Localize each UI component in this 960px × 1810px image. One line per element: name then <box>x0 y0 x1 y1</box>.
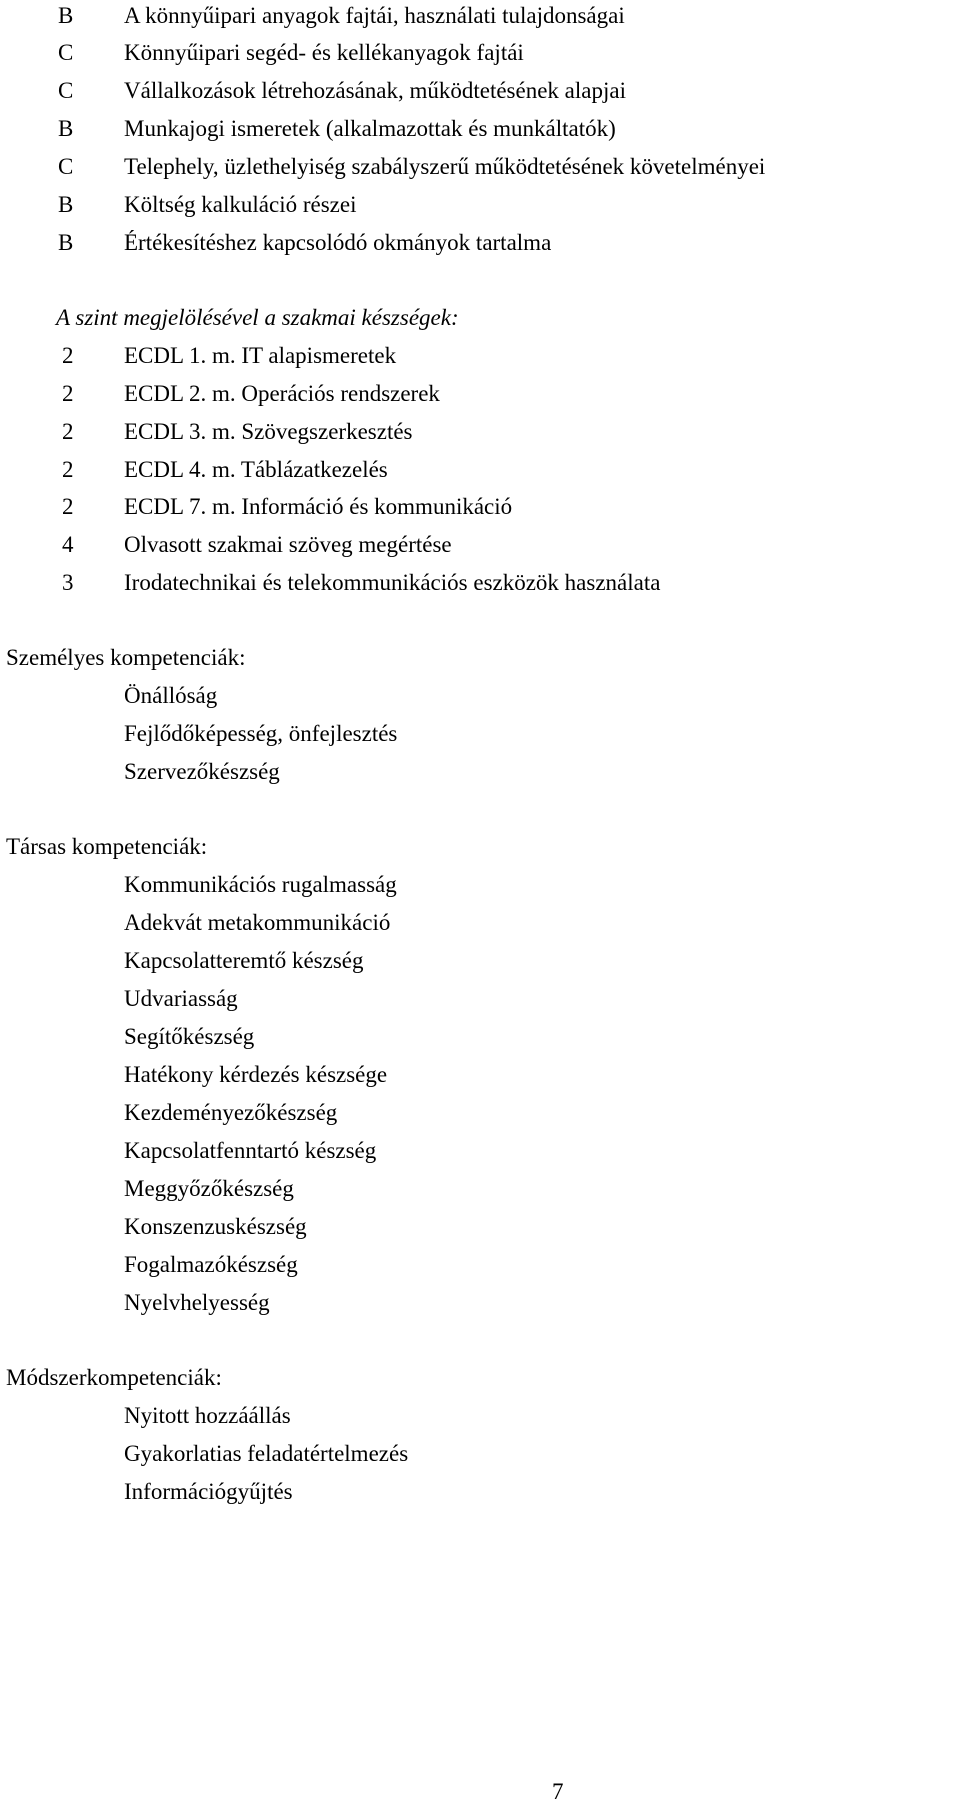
level-code: C <box>58 78 74 103</box>
level-code: C <box>58 40 74 65</box>
method-competencies-heading: Módszerkompetenciák: <box>6 1365 222 1390</box>
personal-competency-item: Önállóság <box>124 683 218 708</box>
social-competency-item: Segítőkészség <box>124 1024 255 1049</box>
level-number: 2 <box>62 419 74 444</box>
level-number: 2 <box>62 343 74 368</box>
knowledge-text: Vállalkozások létrehozásának, működtetésének alapjai <box>124 78 626 103</box>
social-competency-item: Kapcsolatfenntartó készség <box>124 1138 377 1163</box>
level-code: B <box>58 230 74 255</box>
social-competency-item: Adekvát metakommunikáció <box>124 910 391 935</box>
skill-text: ECDL 7. m. Információ és kommunikáció <box>124 494 513 519</box>
level-number: 2 <box>62 381 74 406</box>
level-number: 3 <box>62 570 74 595</box>
skill-text: Olvasott szakmai szöveg megértése <box>124 532 452 557</box>
skills-heading: A szint megjelölésével a szakmai készségek: <box>56 305 459 330</box>
knowledge-text: Munkajogi ismeretek (alkalmazottak és munkáltatók) <box>124 116 616 141</box>
skill-text: ECDL 3. m. Szövegszerkesztés <box>124 419 413 444</box>
personal-competency-item: Fejlődőképesség, önfejlesztés <box>124 721 398 746</box>
level-number: 2 <box>62 457 74 482</box>
social-competency-item: Kezdeményezőkészség <box>124 1100 338 1125</box>
social-competency-item: Kapcsolatteremtő készség <box>124 948 364 973</box>
knowledge-text: Könnyűipari segéd- és kellékanyagok fajtái <box>124 40 524 65</box>
social-competency-item: Udvariasság <box>124 986 238 1011</box>
knowledge-text: Értékesítéshez kapcsolódó okmányok tartalma <box>124 230 552 255</box>
personal-competencies-heading: Személyes kompetenciák: <box>6 645 246 670</box>
level-number: 2 <box>62 494 74 519</box>
page-number: 7 <box>552 1779 564 1804</box>
level-number: 4 <box>62 532 74 557</box>
social-competencies-heading: Társas kompetenciák: <box>6 834 208 859</box>
social-competency-item: Konszenzuskészség <box>124 1214 307 1239</box>
social-competency-item: Kommunikációs rugalmasság <box>124 872 397 897</box>
knowledge-text: A könnyűipari anyagok fajtái, használati tulajdonságai <box>124 3 625 28</box>
social-competency-item: Meggyőzőkészség <box>124 1176 294 1201</box>
skill-text: ECDL 4. m. Táblázatkezelés <box>124 457 388 482</box>
level-code: B <box>58 116 74 141</box>
skill-text: ECDL 1. m. IT alapismeretek <box>124 343 397 368</box>
level-code: B <box>58 192 74 217</box>
personal-competency-item: Szervezőkészség <box>124 759 280 784</box>
method-competency-item: Gyakorlatias feladatértelmezés <box>124 1441 409 1466</box>
skill-text: ECDL 2. m. Operációs rendszerek <box>124 381 440 406</box>
level-code: C <box>58 154 74 179</box>
knowledge-text: Költség kalkuláció részei <box>124 192 357 217</box>
social-competency-item: Fogalmazókészség <box>124 1252 298 1277</box>
social-competency-item: Hatékony kérdezés készsége <box>124 1062 388 1087</box>
level-code: B <box>58 3 74 28</box>
knowledge-text: Telephely, üzlethelyiség szabályszerű működtetésének követelményei <box>124 154 766 179</box>
skill-text: Irodatechnikai és telekommunikációs eszközök használata <box>124 570 661 595</box>
method-competency-item: Nyitott hozzáállás <box>124 1403 291 1428</box>
social-competency-item: Nyelvhelyesség <box>124 1290 270 1315</box>
method-competency-item: Információgyűjtés <box>124 1479 293 1504</box>
